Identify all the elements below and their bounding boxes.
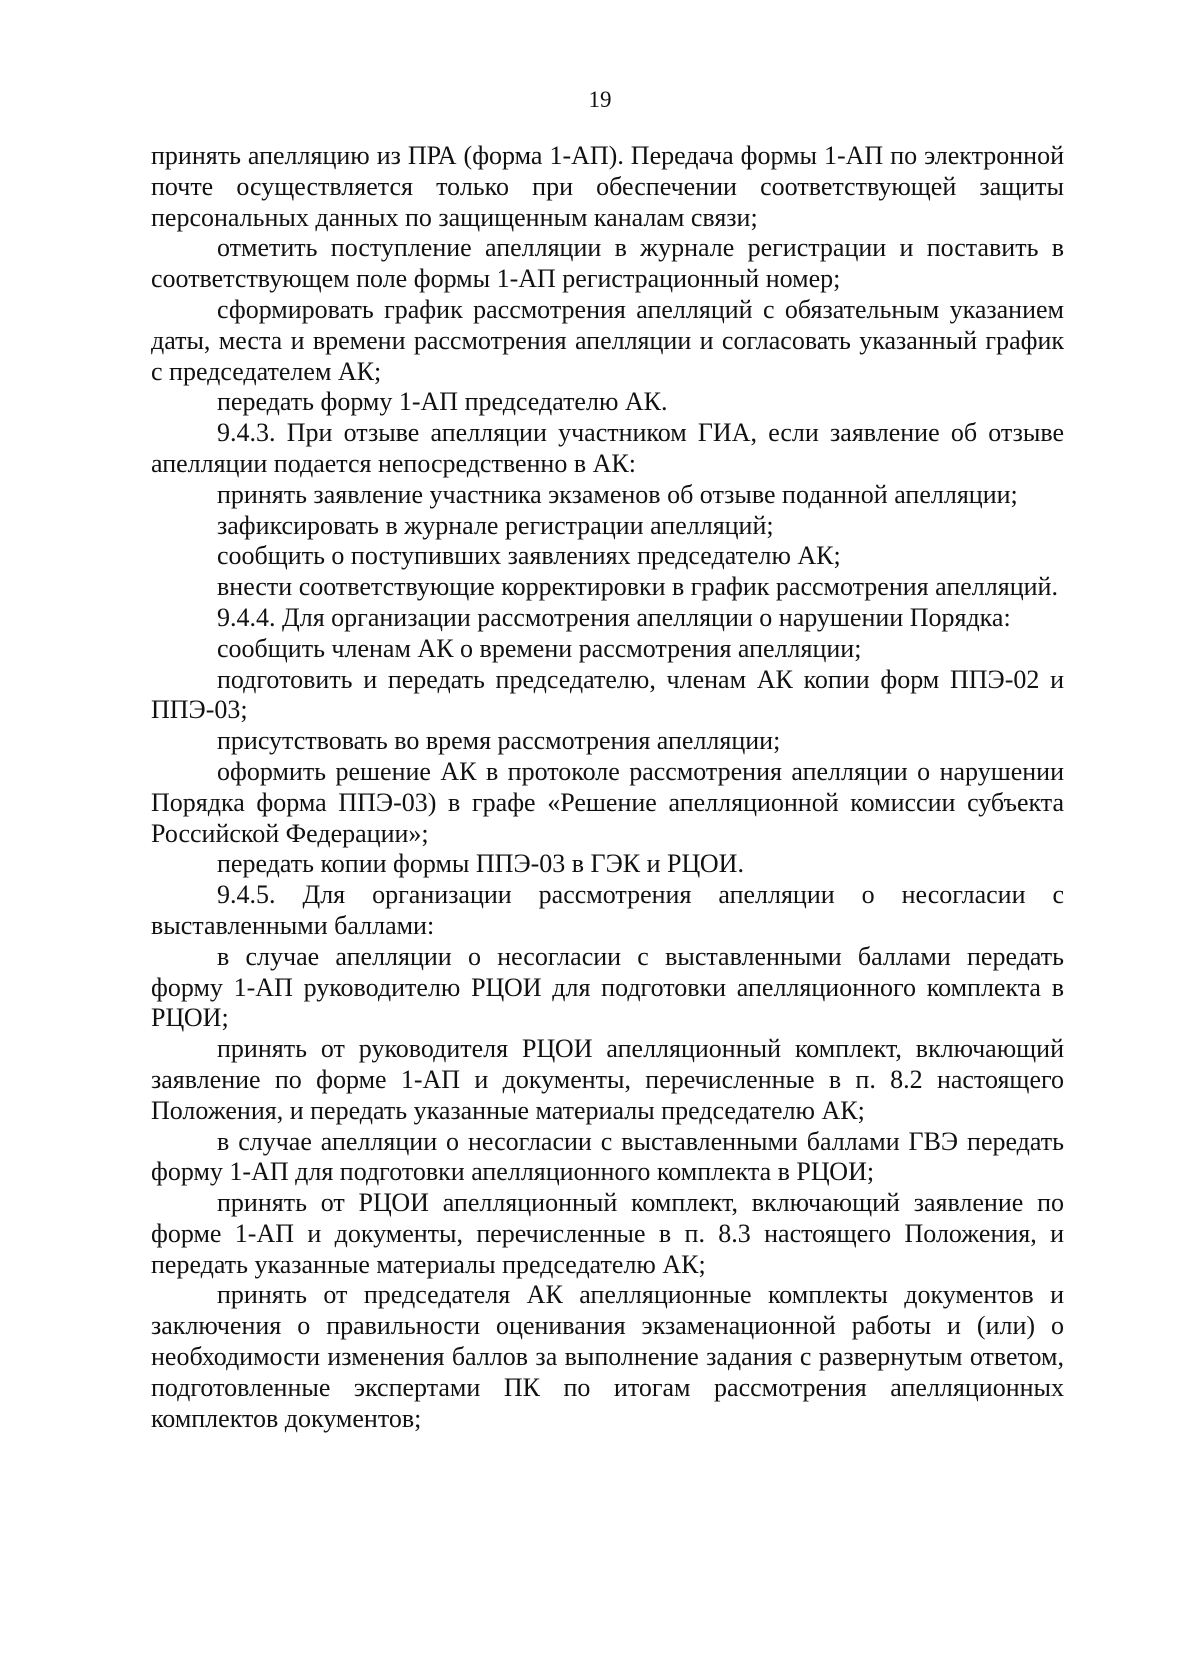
paragraph: в случае апелляции о несогласии с выставленными баллами передать форму 1-АП руководителю РЦОИ для подготовки апелляционного комплекта в РЦОИ;	[151, 941, 1064, 1033]
paragraph: передать копии формы ППЭ-03 в ГЭК и РЦОИ.	[217, 849, 744, 879]
paragraph: принять от РЦОИ апелляционный комплект, включающий заявление по форме 1-АП и документы, перечисленные в п. 8.3 настоящего Положения, и передать указанные материалы председателю АК;	[151, 1188, 1064, 1279]
paragraph: принять заявление участника экзаменов об отзыве поданной апелляции;	[217, 479, 1018, 509]
paragraph: подготовить и передать председателю, членам АК копии форм ППЭ-02 и ППЭ-03;	[151, 664, 1064, 725]
paragraph: зафиксировать в журнале регистрации апелляций;	[217, 510, 774, 540]
paragraph: оформить решение АК в протоколе рассмотрения апелляции о нарушении Порядка форма ППЭ-03) в графе «Решение апелляционной комиссии субъекта Российской Федерации»;	[151, 756, 1064, 848]
paragraph: принять апелляцию из ПРА (форма 1-АП). Передача формы 1-АП по электронной почте осуществляется только при обеспечении соответствующей защиты персональных данных по защищенным каналам связи;	[151, 141, 1064, 232]
paragraph: отметить поступление апелляции в журнале регистрации и поставить в соответствующем поле формы 1-АП регистрационный номер;	[151, 233, 1064, 294]
paragraph: присутствовать во время рассмотрения апелляции;	[217, 726, 781, 756]
paragraph: сформировать график рассмотрения апелляций с обязательным указанием даты, места и времени рассмотрения апелляции и согласовать указанный график с председателем АК;	[151, 294, 1064, 386]
paragraph: внести соответствующие корректировки в график рассмотрения апелляций.	[217, 572, 1058, 602]
page-number: 19	[588, 87, 612, 112]
paragraph: принять от председателя АК апелляционные комплекты документов и заключения о правильности оценивания экзаменационной работы и (или) о необходимости изменения баллов за выполнение задания с развернутым ответом, подготовленные экспертами ПК по итогам рассмотрения апелляционных комплектов документов;	[151, 1280, 1064, 1433]
document-body	[151, 141, 1064, 1434]
section-heading-9-4-5: 9.4.5. Для организации рассмотрения апелляции о несогласии с выставленными баллами:	[151, 880, 1064, 940]
paragraph: передать форму 1-АП председателю АК.	[217, 387, 668, 417]
paragraph: сообщить о поступивших заявлениях председателю АК;	[217, 541, 841, 571]
section-heading-9-4-3: 9.4.3. При отзыве апелляции участником ГИА, если заявление об отзыве апелляции подается непосредственно в АК:	[151, 418, 1064, 478]
paragraph: принять от руководителя РЦОИ апелляционный комплект, включающий заявление по форме 1-АП и документы, перечисленные в п. 8.2 настоящего Положения, и передать указанные материалы председателю АК;	[151, 1034, 1064, 1125]
section-heading-9-4-4: 9.4.4. Для организации рассмотрения апелляции о нарушении Порядка:	[217, 602, 1011, 632]
paragraph: сообщить членам АК о времени рассмотрения апелляции;	[217, 633, 862, 663]
paragraph: в случае апелляции о несогласии с выставленными баллами ГВЭ передать форму 1-АП для подготовки апелляционного комплекта в РЦОИ;	[151, 1126, 1064, 1187]
